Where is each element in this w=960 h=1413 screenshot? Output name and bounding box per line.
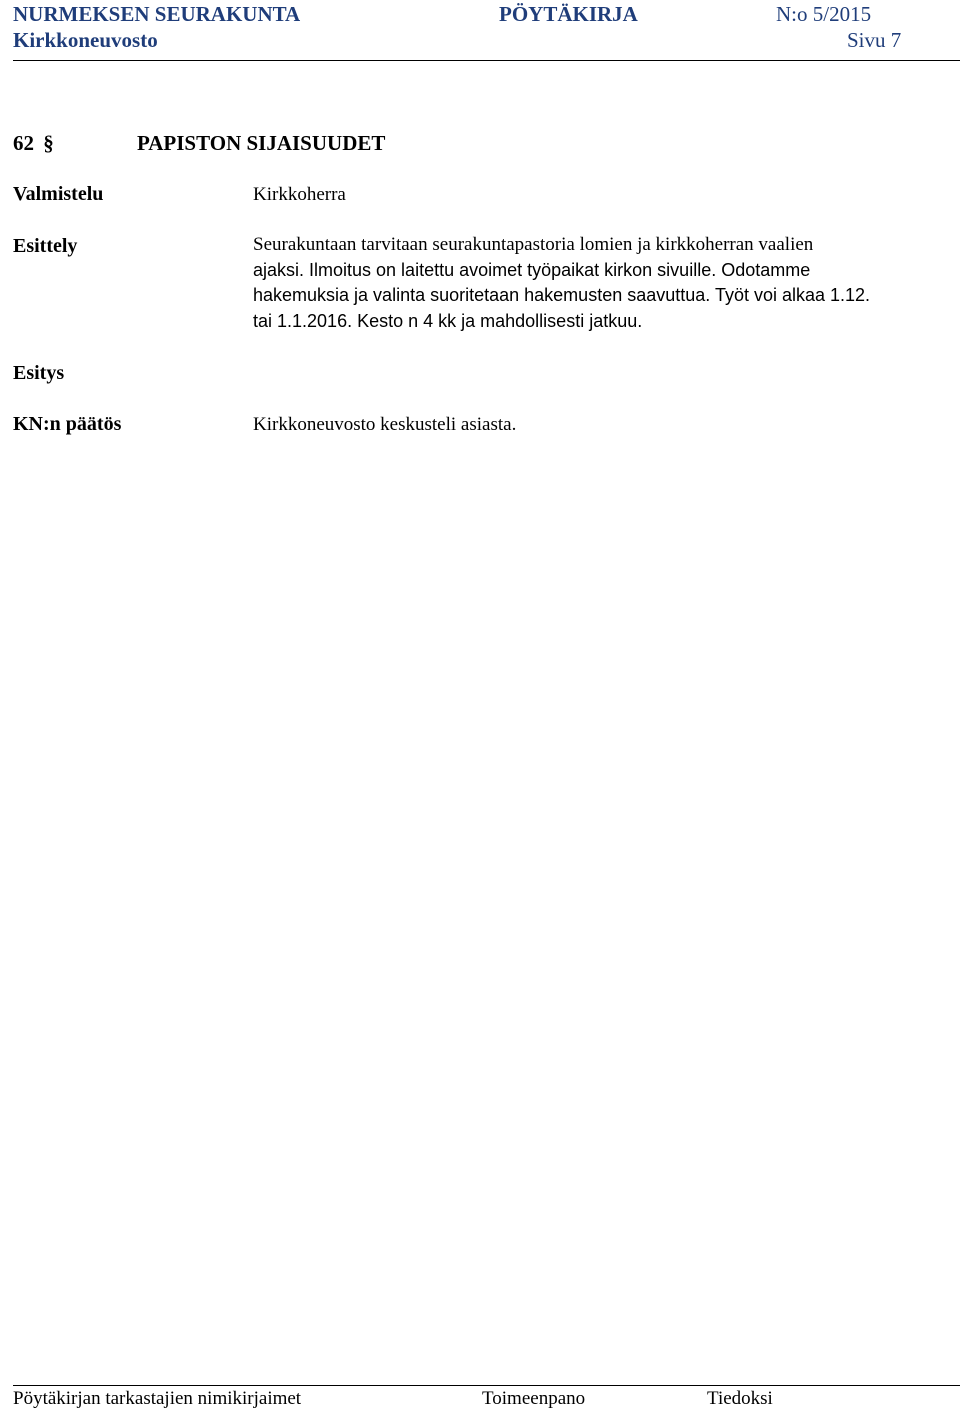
header-divider xyxy=(13,60,960,61)
section-number: 62 xyxy=(13,131,34,155)
footer-implementation: Toimeenpano xyxy=(482,1388,586,1409)
footer-signatures: Pöytäkirjan tarkastajien nimikirjaimet xyxy=(13,1388,302,1409)
valmistelu-value: Kirkkoherra xyxy=(253,184,346,205)
section-symbol: § xyxy=(43,131,54,155)
esittely-line: Seurakuntaan tarvitaan seurakuntapastoria lomien ja kirkkoherran vaalien xyxy=(253,234,814,255)
footer-notice: Tiedoksi xyxy=(707,1388,773,1409)
document-number: N:o 5/2015 xyxy=(776,2,872,26)
esittely-line: hakemuksia ja valinta suoritetaan hakemusten saavuttua. Työt voi alkaa 1.12. xyxy=(253,285,871,305)
meeting-body: Kirkkoneuvosto xyxy=(13,28,158,52)
esittely-label: Esittely xyxy=(13,235,78,257)
paatos-label: KN:n päätös xyxy=(13,413,122,435)
esittely-line: tai 1.1.2016. Kesto n 4 kk ja mahdollisesti jatkuu. xyxy=(253,310,643,331)
footer-divider xyxy=(13,1385,960,1386)
esitys-label: Esitys xyxy=(13,362,65,384)
valmistelu-label: Valmistelu xyxy=(13,183,104,205)
page-number: Sivu 7 xyxy=(847,28,902,52)
esittely-line: ajaksi. Ilmoitus on laitettu avoimet työpaikat kirkon sivuille. Odotamme xyxy=(253,259,811,280)
organization-name: NURMEKSEN SEURAKUNTA xyxy=(13,2,301,26)
document-type: PÖYTÄKIRJA xyxy=(499,2,638,26)
paatos-value: Kirkkoneuvosto keskusteli asiasta. xyxy=(253,414,517,435)
esittely-text xyxy=(253,232,870,334)
section-heading xyxy=(13,131,54,156)
section-title: PAPISTON SIJAISUUDET xyxy=(137,131,386,155)
